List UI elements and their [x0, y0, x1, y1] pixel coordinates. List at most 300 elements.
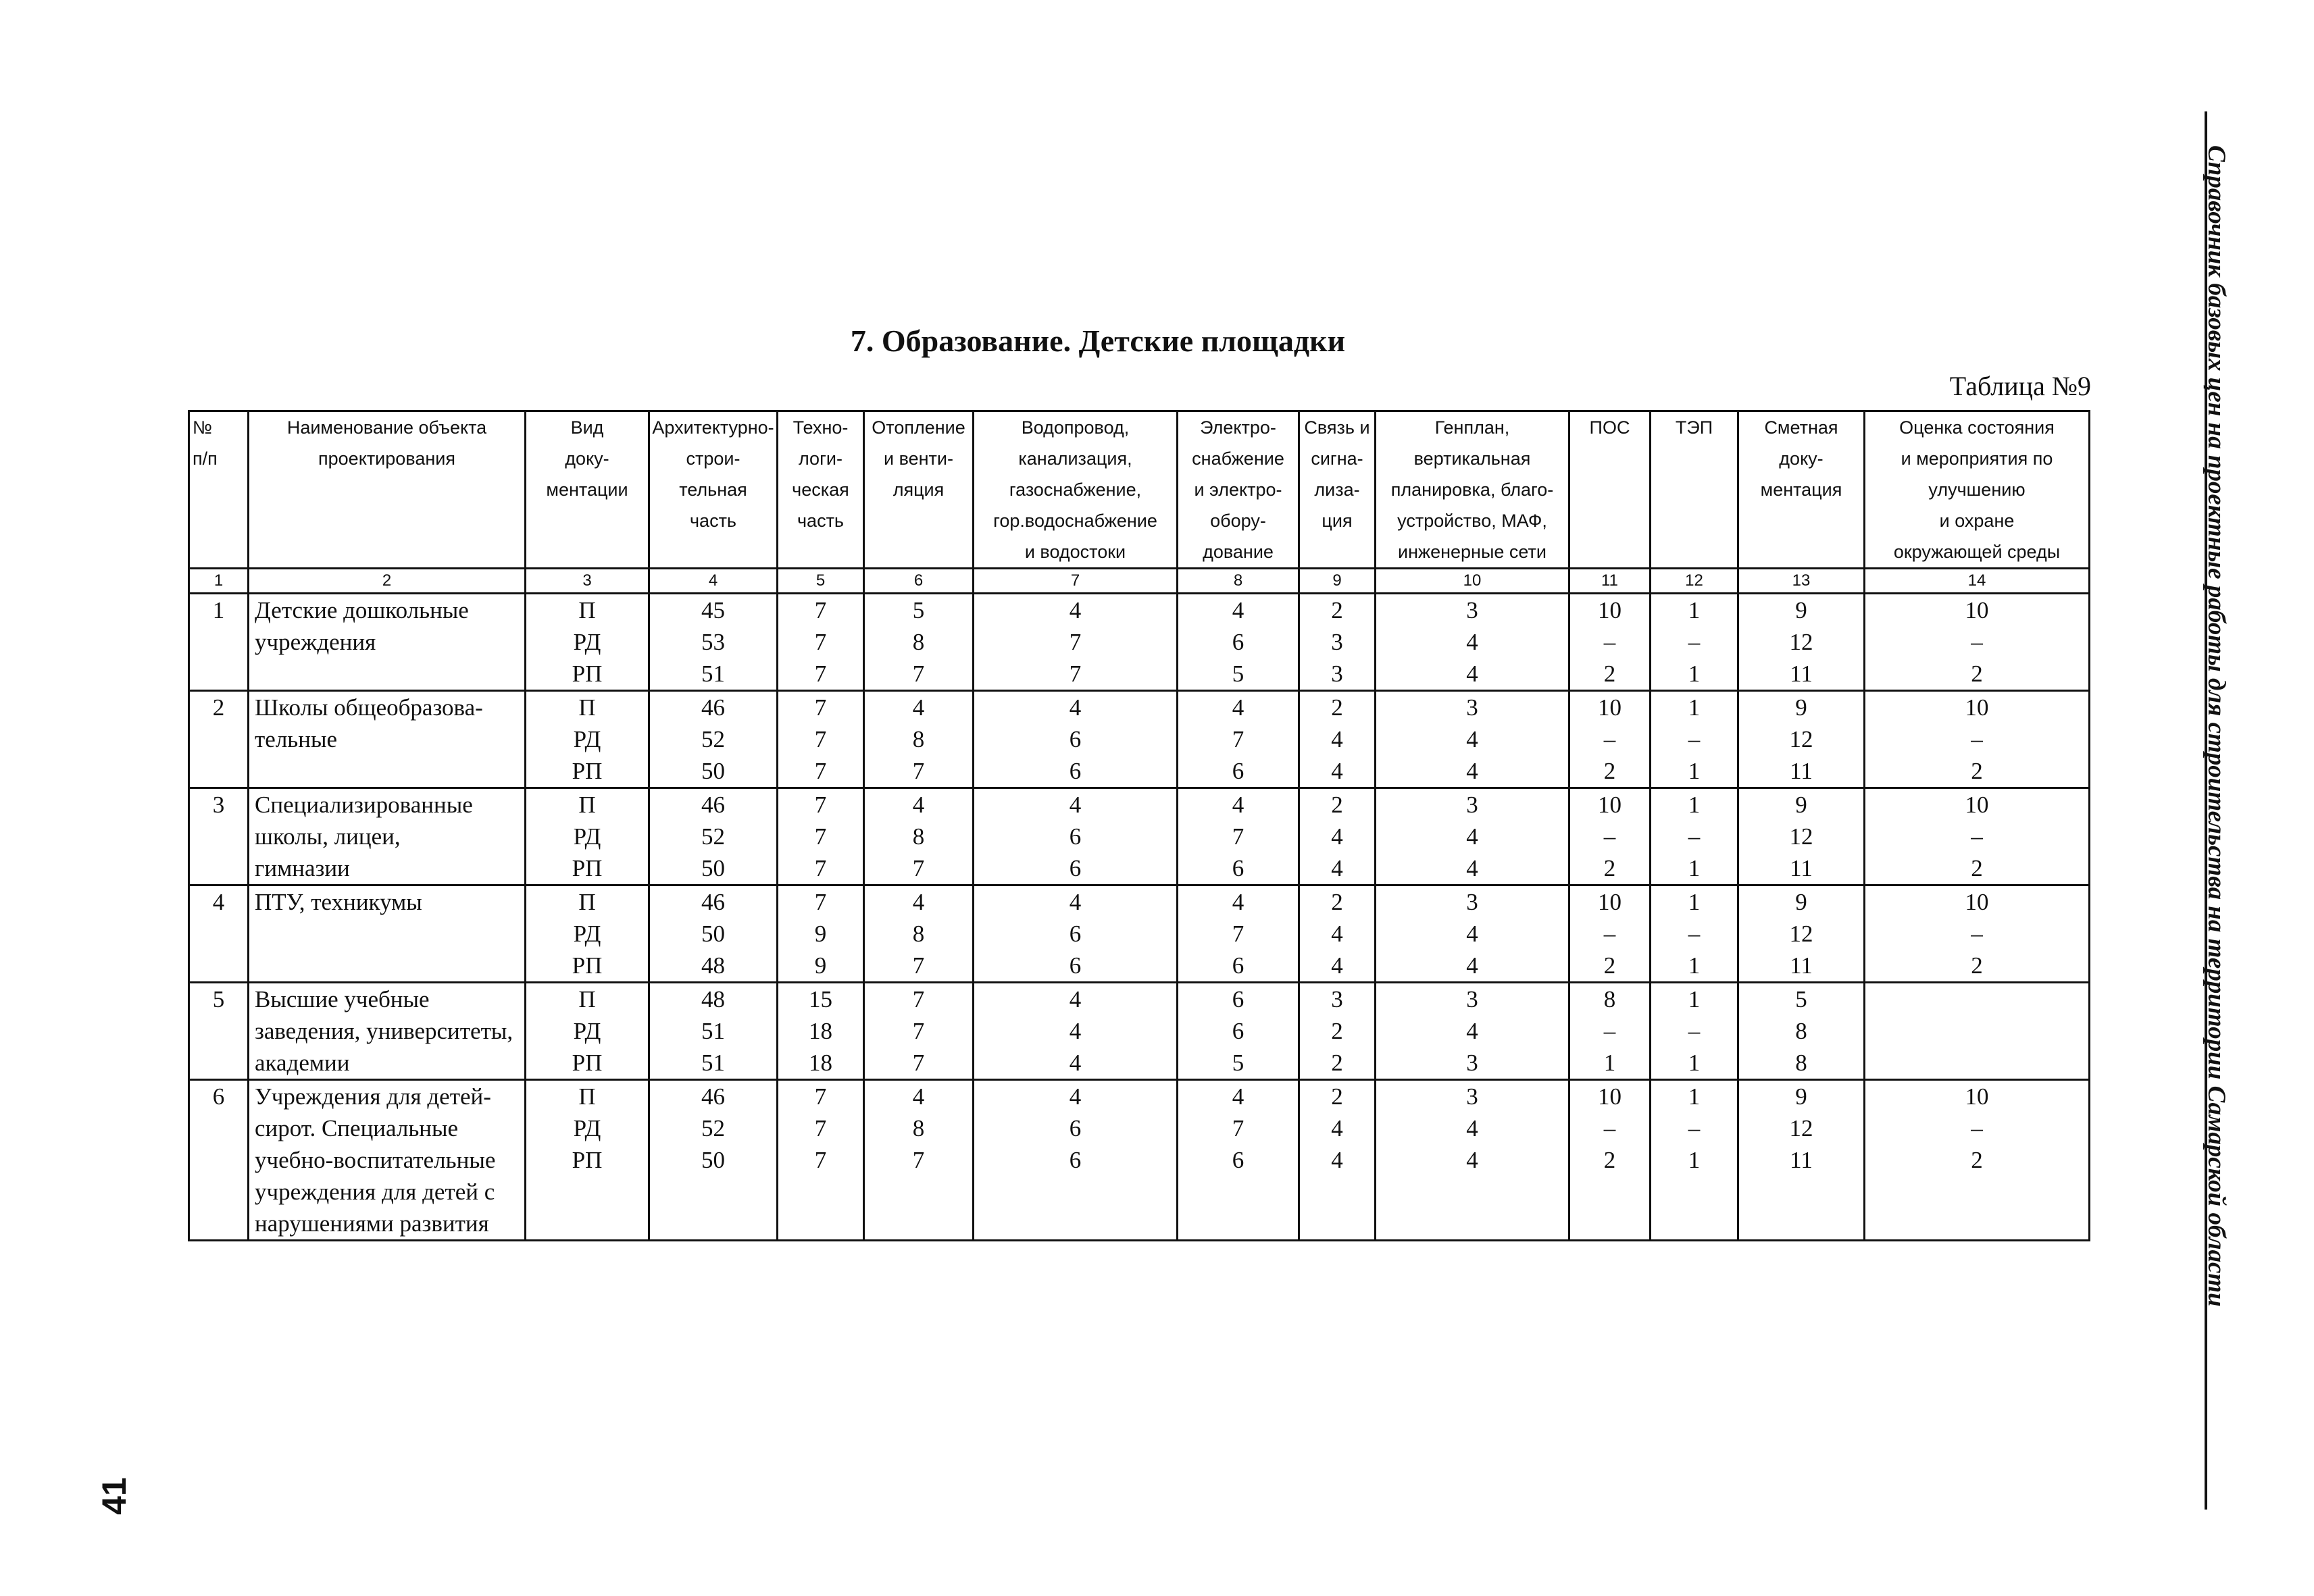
- cell-line: 3: [1331, 986, 1343, 1012]
- cell-line: 7: [814, 823, 827, 850]
- cell-line: 10: [1965, 597, 1989, 623]
- cell-line: [1865, 1015, 2088, 1047]
- column-header-line: Связь и: [1304, 417, 1370, 438]
- cell-line: 3: [1466, 597, 1478, 623]
- column-header: [249, 411, 526, 569]
- column-header-line: сигна-: [1311, 448, 1363, 469]
- value-cell: [649, 885, 778, 983]
- cell-line: 1: [1688, 792, 1701, 818]
- cell-line: РП: [572, 758, 603, 784]
- column-header-line: снабжение: [1192, 448, 1284, 469]
- column-header-line: тельная: [679, 480, 747, 500]
- value-cell: [864, 983, 974, 1080]
- column-header-line: ТЭП: [1675, 417, 1713, 438]
- column-header-line: ментация: [1760, 480, 1842, 500]
- cell-line: 50: [701, 855, 725, 881]
- cell-line: 4: [1069, 1050, 1082, 1076]
- cell-line: 4: [1466, 823, 1478, 850]
- column-number: 14: [1865, 569, 2090, 594]
- cell-line: Высшие учебные: [255, 986, 430, 1012]
- cell-line: 10: [1598, 889, 1621, 915]
- column-header: [1738, 411, 1865, 569]
- value-cell: [649, 1080, 778, 1241]
- column-number: 5: [778, 569, 864, 594]
- table-row: [189, 885, 2090, 983]
- column-header: [974, 411, 1178, 569]
- column-number: 12: [1651, 569, 1738, 594]
- object-name: [249, 788, 526, 885]
- value-cell: [1865, 594, 2090, 691]
- cell-line: РП: [572, 661, 603, 687]
- cell-line: –: [1688, 1018, 1701, 1044]
- value-cell: [1738, 1080, 1865, 1241]
- cell-line: 10: [1598, 694, 1621, 721]
- cell-line: 5: [1232, 1050, 1244, 1076]
- cell-line: П: [578, 889, 596, 915]
- column-header-line: Наименование объекта: [286, 417, 487, 438]
- cell-line: Школы общеобразова-: [255, 694, 483, 721]
- cell-line: 1: [1688, 1147, 1701, 1173]
- cell-line: 1: [1603, 1050, 1616, 1076]
- column-number: 6: [864, 569, 974, 594]
- value-cell: [649, 983, 778, 1080]
- column-header: [1178, 411, 1299, 569]
- cell-line: заведения, университеты,: [255, 1018, 513, 1044]
- cell-line: РП: [572, 855, 603, 881]
- column-number: 7: [974, 569, 1178, 594]
- table-row: [189, 788, 2090, 885]
- value-cell: [1569, 885, 1651, 983]
- cell-line: 8: [912, 629, 925, 655]
- doc-type: [526, 788, 649, 885]
- cell-line: 9: [814, 952, 827, 979]
- value-cell: [1178, 885, 1299, 983]
- cell-line: 7: [1232, 823, 1244, 850]
- object-name: [249, 1080, 526, 1241]
- cell-line: Специализированные: [255, 792, 473, 818]
- value-cell: [1376, 788, 1569, 885]
- column-number-row: [189, 569, 2090, 594]
- table-body: [189, 594, 2090, 1241]
- cell-line: 6: [1069, 726, 1082, 752]
- cell-line: 9: [1795, 597, 1807, 623]
- cell-line: 2: [1331, 1050, 1343, 1076]
- value-cell: [1178, 983, 1299, 1080]
- cell-line: 2: [1971, 661, 1983, 687]
- row-number: 1: [189, 594, 249, 691]
- cell-line: 7: [912, 758, 925, 784]
- cell-line: 4: [1466, 855, 1478, 881]
- cell-line: 2: [1331, 1083, 1343, 1110]
- cell-line: 8: [912, 823, 925, 850]
- column-header-line: доку-: [1779, 448, 1823, 469]
- object-name: [249, 983, 526, 1080]
- cell-line: П: [578, 986, 596, 1012]
- column-header-line: п/п: [193, 448, 218, 469]
- column-header-line: канализация,: [1018, 448, 1132, 469]
- column-header-line: гор.водоснабжение: [993, 511, 1157, 531]
- cell-line: 46: [701, 694, 725, 721]
- cell-line: 4: [1331, 758, 1343, 784]
- cell-line: 18: [809, 1050, 832, 1076]
- value-cell: [1651, 983, 1738, 1080]
- cell-line: 7: [814, 597, 827, 623]
- value-cell: [864, 885, 974, 983]
- cell-line: 7: [1069, 661, 1082, 687]
- cell-line: 7: [912, 661, 925, 687]
- column-header-line: Отопление: [872, 417, 965, 438]
- cell-line: РД: [573, 823, 601, 850]
- cell-line: 7: [814, 792, 827, 818]
- price-table: [188, 410, 2090, 1241]
- value-cell: [1865, 885, 2090, 983]
- cell-line: –: [1603, 629, 1616, 655]
- cell-line: 15: [809, 986, 832, 1012]
- doc-type: [526, 1080, 649, 1241]
- cell-line: 18: [809, 1018, 832, 1044]
- column-header: [649, 411, 778, 569]
- cell-line: 4: [1466, 1115, 1478, 1141]
- value-cell: [1651, 1080, 1738, 1241]
- value-cell: [1651, 594, 1738, 691]
- cell-line: 4: [912, 1083, 925, 1110]
- cell-line: 1: [1688, 952, 1701, 979]
- side-running-header: Справочник базовых цен на проектные работы для строительства на территории Самарской области: [2203, 145, 2230, 1307]
- column-header: [778, 411, 864, 569]
- column-number: 8: [1178, 569, 1299, 594]
- value-cell: [1651, 788, 1738, 885]
- cell-line: 8: [1795, 1018, 1807, 1044]
- cell-line: 2: [1331, 694, 1343, 721]
- page-number-box: [95, 1469, 135, 1523]
- cell-line: 4: [1069, 1083, 1082, 1110]
- value-cell: [1299, 788, 1376, 885]
- value-cell: [1376, 983, 1569, 1080]
- column-header-line: ментации: [546, 480, 628, 500]
- value-cell: [974, 594, 1178, 691]
- cell-line: 11: [1790, 758, 1813, 784]
- column-header: [1569, 411, 1651, 569]
- column-header-line: и венти-: [884, 448, 953, 469]
- cell-line: 8: [912, 1115, 925, 1141]
- cell-line: 3: [1466, 792, 1478, 818]
- column-header-line: устройство, МАФ,: [1397, 511, 1547, 531]
- cell-line: 9: [1795, 694, 1807, 721]
- value-cell: [864, 788, 974, 885]
- cell-line: 1: [1688, 1050, 1701, 1076]
- column-header: [189, 411, 249, 569]
- cell-line: 10: [1965, 889, 1989, 915]
- cell-line: 2: [1971, 952, 1983, 979]
- row-number: 5: [189, 983, 249, 1080]
- column-header-line: строи-: [686, 448, 740, 469]
- cell-line: 51: [701, 1050, 725, 1076]
- value-cell: [1738, 594, 1865, 691]
- column-number: 9: [1299, 569, 1376, 594]
- cell-line: П: [578, 792, 596, 818]
- doc-type: [526, 885, 649, 983]
- cell-line: 6: [1069, 758, 1082, 784]
- table-row: [189, 1080, 2090, 1241]
- cell-line: 6: [1069, 823, 1082, 850]
- cell-line: 4: [1331, 823, 1343, 850]
- column-header-line: вертикальная: [1413, 448, 1531, 469]
- cell-line: 46: [701, 889, 725, 915]
- cell-line: 6: [1232, 986, 1244, 1012]
- cell-line: 50: [701, 921, 725, 947]
- cell-line: 1: [1688, 661, 1701, 687]
- cell-line: 2: [1331, 1018, 1343, 1044]
- cell-line: 7: [912, 952, 925, 979]
- cell-line: 12: [1789, 921, 1813, 947]
- column-header: [1376, 411, 1569, 569]
- cell-line: академии: [255, 1050, 350, 1076]
- value-cell: [974, 788, 1178, 885]
- cell-line: –: [1688, 1115, 1701, 1141]
- value-cell: [1738, 885, 1865, 983]
- cell-line: 8: [912, 921, 925, 947]
- cell-line: 4: [1466, 952, 1478, 979]
- value-cell: [778, 594, 864, 691]
- cell-line: 2: [1331, 792, 1343, 818]
- column-header-line: Оценка состояния: [1899, 417, 2055, 438]
- cell-line: 4: [1232, 889, 1244, 915]
- value-cell: [1376, 691, 1569, 788]
- cell-line: 6: [1232, 855, 1244, 881]
- cell-line: Детские дошкольные: [255, 597, 469, 623]
- value-cell: [649, 594, 778, 691]
- cell-line: 8: [1795, 1050, 1807, 1076]
- row-number: 4: [189, 885, 249, 983]
- cell-line: 2: [1603, 661, 1616, 687]
- cell-line: 4: [1466, 758, 1478, 784]
- column-number: 1: [189, 569, 249, 594]
- object-name: [249, 885, 526, 983]
- column-number: 2: [249, 569, 526, 594]
- table-header-row: [189, 411, 2090, 569]
- value-cell: [1376, 594, 1569, 691]
- cell-line: 1: [1688, 1083, 1701, 1110]
- column-header-line: и водостоки: [1024, 542, 1126, 562]
- cell-line: 1: [1688, 597, 1701, 623]
- value-cell: [864, 594, 974, 691]
- cell-line: –: [1971, 921, 1983, 947]
- cell-line: 4: [1331, 1115, 1343, 1141]
- value-cell: [1178, 1080, 1299, 1241]
- table-row: [189, 594, 2090, 691]
- cell-line: 9: [1795, 792, 1807, 818]
- cell-line: РД: [573, 1115, 601, 1141]
- value-cell: [864, 691, 974, 788]
- cell-line: учреждения: [255, 629, 376, 655]
- cell-line: 7: [814, 629, 827, 655]
- cell-line: 48: [701, 952, 725, 979]
- cell-line: 46: [701, 1083, 725, 1110]
- page-number: 41: [95, 1477, 133, 1515]
- cell-line: 6: [1069, 952, 1082, 979]
- cell-line: –: [1603, 1018, 1616, 1044]
- cell-line: –: [1603, 921, 1616, 947]
- cell-line: 4: [1466, 661, 1478, 687]
- cell-line: 3: [1331, 629, 1343, 655]
- cell-line: 12: [1789, 726, 1813, 752]
- cell-line: 9: [1795, 1083, 1807, 1110]
- value-cell: [1299, 983, 1376, 1080]
- column-header-line: дование: [1203, 542, 1274, 562]
- cell-line: 1: [1688, 889, 1701, 915]
- value-cell: [974, 885, 1178, 983]
- cell-line: РД: [573, 629, 601, 655]
- column-header-line: ляция: [892, 480, 945, 500]
- cell-line: 3: [1466, 694, 1478, 721]
- column-number: 4: [649, 569, 778, 594]
- cell-line: 11: [1790, 952, 1813, 979]
- cell-line: 2: [1331, 889, 1343, 915]
- cell-line: П: [578, 694, 596, 721]
- cell-line: 6: [1232, 1147, 1244, 1173]
- cell-line: 3: [1466, 1050, 1478, 1076]
- value-cell: [1376, 885, 1569, 983]
- cell-line: 11: [1790, 855, 1813, 881]
- cell-line: 4: [1069, 889, 1082, 915]
- cell-line: [1865, 1047, 2088, 1079]
- cell-line: 50: [701, 1147, 725, 1173]
- column-header: [1865, 411, 2090, 569]
- column-header-line: часть: [797, 511, 845, 531]
- cell-line: 4: [1232, 792, 1244, 818]
- column-header-line: ческая: [792, 480, 849, 500]
- page-title: 7. Образование. Детские площадки: [850, 324, 1346, 358]
- cell-line: П: [578, 1083, 596, 1110]
- cell-line: сирот. Специальные: [255, 1115, 459, 1141]
- value-cell: [1299, 691, 1376, 788]
- column-header-line: Генплан,: [1434, 417, 1510, 438]
- column-header-line: окружающей среды: [1893, 542, 2061, 562]
- cell-line: 53: [701, 629, 725, 655]
- cell-line: 4: [1466, 921, 1478, 947]
- cell-line: 2: [1603, 758, 1616, 784]
- cell-line: –: [1688, 823, 1701, 850]
- cell-line: 2: [1971, 855, 1983, 881]
- cell-line: 2: [1603, 1147, 1616, 1173]
- cell-line: 2: [1331, 597, 1343, 623]
- cell-line: РД: [573, 921, 601, 947]
- object-name: [249, 594, 526, 691]
- value-cell: [1178, 691, 1299, 788]
- cell-line: 12: [1789, 823, 1813, 850]
- cell-line: РД: [573, 726, 601, 752]
- cell-line: 9: [1795, 889, 1807, 915]
- table-row: [189, 691, 2090, 788]
- cell-line: –: [1971, 823, 1983, 850]
- cell-line: –: [1971, 1115, 1983, 1141]
- cell-line: тельные: [255, 726, 338, 752]
- doc-type: [526, 983, 649, 1080]
- value-cell: [1299, 885, 1376, 983]
- cell-line: РП: [572, 952, 603, 979]
- cell-line: 4: [912, 694, 925, 721]
- cell-line: 10: [1598, 1083, 1621, 1110]
- value-cell: [649, 691, 778, 788]
- value-cell: [1738, 788, 1865, 885]
- column-header-line: и охране: [1939, 511, 2015, 531]
- value-cell: [1178, 788, 1299, 885]
- column-header-line: улучшению: [1928, 480, 2026, 500]
- cell-line: 7: [814, 661, 827, 687]
- column-header-line: Архитектурно-: [652, 417, 774, 438]
- column-header-line: ция: [1322, 511, 1353, 531]
- cell-line: учебно-воспитательные: [255, 1147, 496, 1173]
- cell-line: –: [1688, 629, 1701, 655]
- cell-line: учреждения для детей с: [255, 1179, 495, 1205]
- value-cell: [1299, 594, 1376, 691]
- cell-line: –: [1688, 921, 1701, 947]
- cell-line: 7: [814, 1083, 827, 1110]
- value-cell: [1738, 983, 1865, 1080]
- cell-line: 51: [701, 661, 725, 687]
- column-header-line: инженерные сети: [1398, 542, 1546, 562]
- cell-line: 7: [1069, 629, 1082, 655]
- cell-line: 7: [912, 855, 925, 881]
- column-header: [1299, 411, 1376, 569]
- cell-line: 45: [701, 597, 725, 623]
- cell-line: 4: [1331, 921, 1343, 947]
- value-cell: [1376, 1080, 1569, 1241]
- cell-line: 50: [701, 758, 725, 784]
- cell-line: 52: [701, 823, 725, 850]
- cell-line: РД: [573, 1018, 601, 1044]
- value-cell: [1738, 691, 1865, 788]
- cell-line: –: [1603, 726, 1616, 752]
- column-header-line: Электро-: [1200, 417, 1276, 438]
- cell-line: –: [1603, 823, 1616, 850]
- cell-line: 4: [1069, 694, 1082, 721]
- column-header-line: Сметная: [1764, 417, 1838, 438]
- cell-line: 4: [1466, 726, 1478, 752]
- column-header-line: ПОС: [1589, 417, 1630, 438]
- cell-line: 5: [1795, 986, 1807, 1012]
- cell-line: 1: [1688, 694, 1701, 721]
- table-row: [189, 983, 2090, 1080]
- value-cell: [864, 1080, 974, 1241]
- cell-line: гимназии: [255, 855, 350, 881]
- cell-line: 7: [814, 694, 827, 721]
- column-header-line: доку-: [565, 448, 609, 469]
- cell-line: 5: [1232, 661, 1244, 687]
- value-cell: [974, 983, 1178, 1080]
- cell-line: 7: [1232, 921, 1244, 947]
- cell-line: 4: [1331, 726, 1343, 752]
- column-header-line: и мероприятия по: [1901, 448, 2053, 469]
- cell-line: 4: [1069, 1018, 1082, 1044]
- cell-line: 2: [1971, 1147, 1983, 1173]
- cell-line: 7: [912, 1018, 925, 1044]
- cell-line: 7: [912, 986, 925, 1012]
- cell-line: 7: [814, 726, 827, 752]
- value-cell: [778, 691, 864, 788]
- value-cell: [1569, 1080, 1651, 1241]
- cell-line: 3: [1331, 661, 1343, 687]
- value-cell: [1569, 788, 1651, 885]
- cell-line: –: [1688, 726, 1701, 752]
- column-header-line: лиза-: [1314, 480, 1360, 500]
- cell-line: школы, лицеи,: [255, 823, 401, 850]
- cell-line: 7: [814, 758, 827, 784]
- value-cell: [1569, 691, 1651, 788]
- column-header-line: Вид: [570, 417, 604, 438]
- cell-line: 4: [912, 792, 925, 818]
- cell-line: 4: [1232, 1083, 1244, 1110]
